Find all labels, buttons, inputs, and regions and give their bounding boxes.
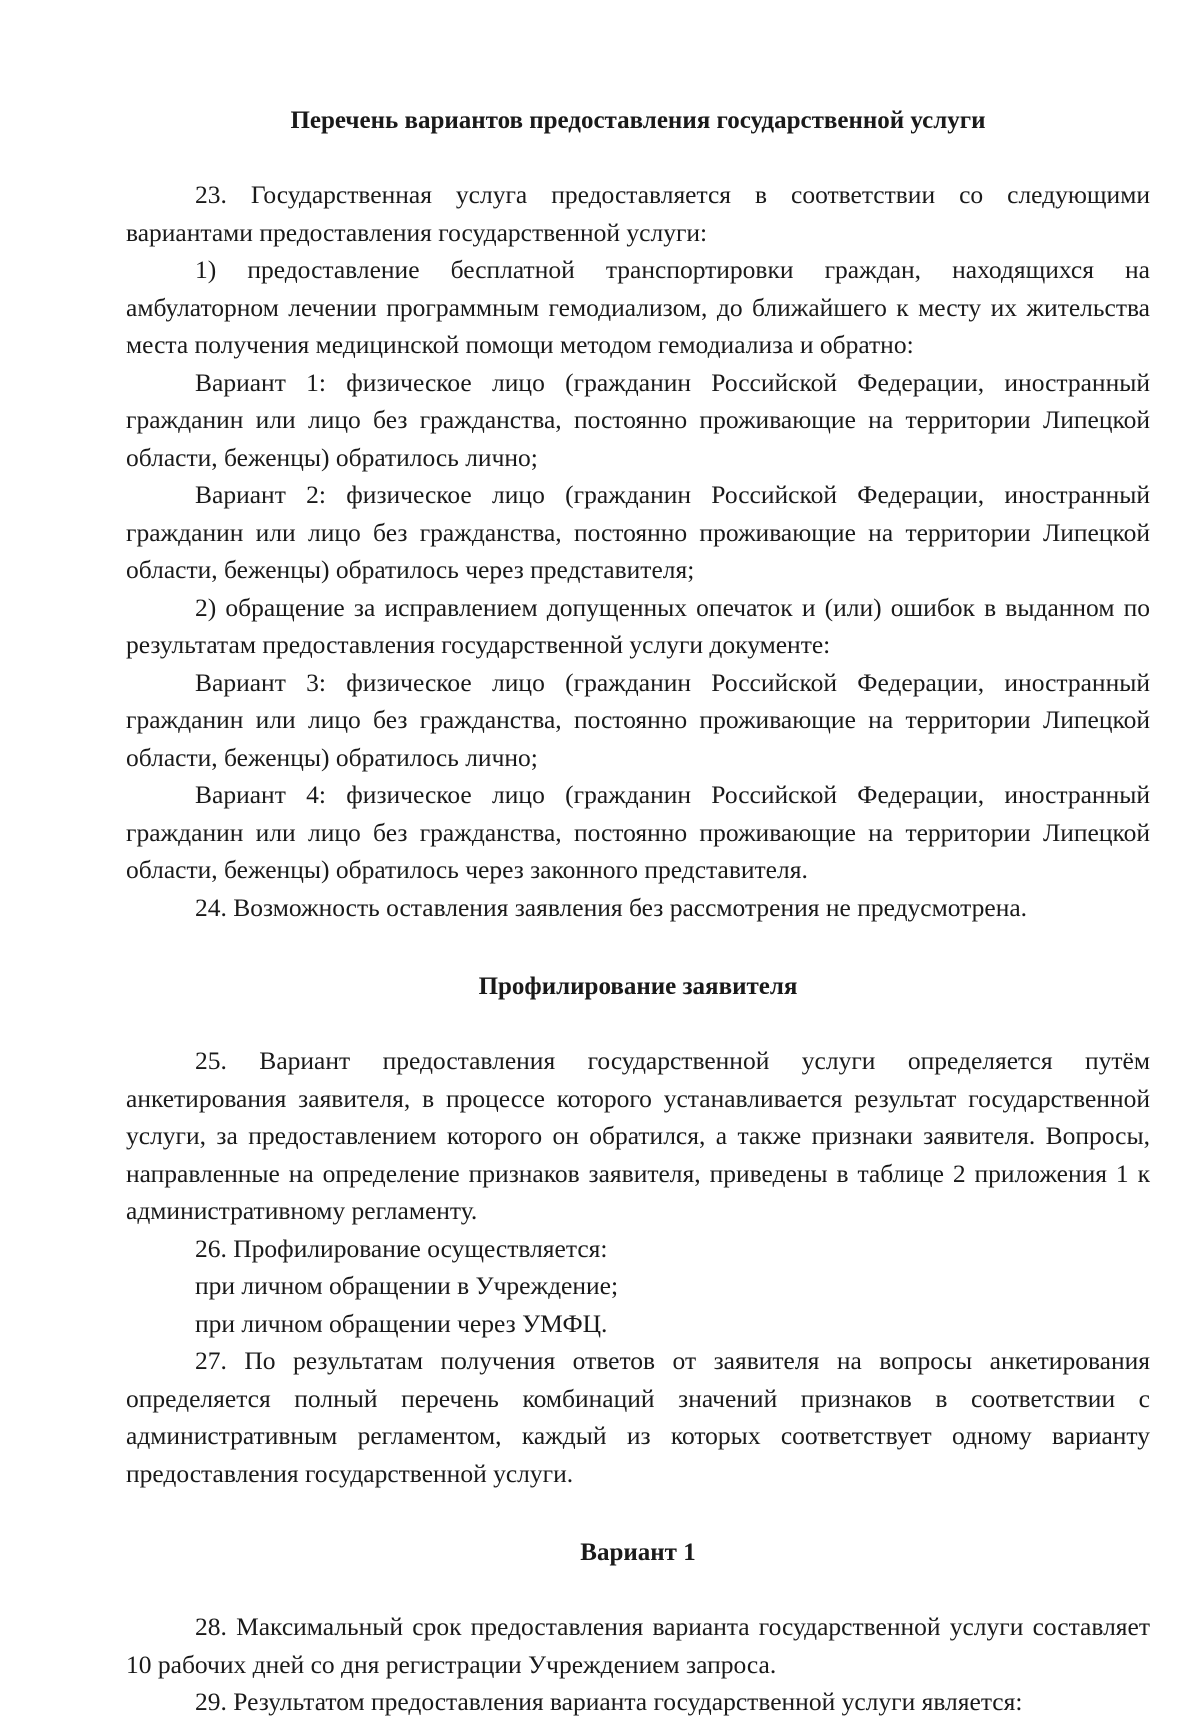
paragraph-26-item-1: при личном обращении в Учреждение; <box>195 1271 619 1300</box>
section-heading-variant-1: Вариант 1 <box>580 1539 696 1566</box>
section-variant-1 <box>126 1608 1150 1721</box>
paragraph-27: 27. По результатам получения ответов от заявителя на вопросы анкетирования определяется полный перечень комбинаций значений признаков в соответствии с административным регламентом, каждый из которых соответствует одному варианту предоставления государственной услуги. <box>126 1346 1150 1488</box>
paragraph-variant-2: Вариант 2: физическое лицо (гражданин Российской Федерации, иностранный гражданин или лицо без гражданства, постоянно проживающие на территории Липецкой области, беженцы) обратилось через представителя; <box>126 480 1150 584</box>
paragraph-28: 28. Максимальный срок предоставления варианта государственной услуги составляет 10 рабочих дней со дня регистрации Учреждением запроса. <box>126 1612 1150 1679</box>
paragraph-variant-3: Вариант 3: физическое лицо (гражданин Российской Федерации, иностранный гражданин или лицо без гражданства, постоянно проживающие на территории Липецкой области, беженцы) обратилось лично; <box>126 667 1150 772</box>
paragraph-26: 26. Профилирование осуществляется: <box>195 1233 608 1263</box>
paragraph-variant-4: Вариант 4: физическое лицо (гражданин Российской Федерации, иностранный гражданин или лицо без гражданства, постоянно проживающие на территории Липецкой области, беженцы) обратилось через законного представителя. <box>126 780 1150 884</box>
paragraph-26-item-2: при личном обращении через УМФЦ. <box>195 1308 608 1338</box>
paragraph-23: 23. Государственная услуга предоставляется в соответствии со следующими вариантами предоставления государственной услуги: <box>126 180 1150 247</box>
paragraph-25: 25. Вариант предоставления государственной услуги определяется путём анкетирования заявителя, в процессе которого устанавливается результат государственной услуги, за предоставлением которого он обратился, а также признаки заявителя. Вопросы, направленные на определение признаков заявителя, приведены в таблице 2 приложения 1 к административному регламенту. <box>126 1046 1150 1225</box>
paragraph-23-item-2: 2) обращение за исправлением допущенных опечаток и (или) ошибок в выданном по результатам предоставления государственной услуги документе: <box>126 592 1150 659</box>
paragraph-24: 24. Возможность оставления заявления без рассмотрения не предусмотрена. <box>195 892 1028 922</box>
section-profiling <box>126 1042 1150 1492</box>
document-body <box>126 96 1150 1721</box>
section-heading-profiling: Профилирование заявителя <box>478 973 798 1000</box>
paragraph-variant-1: Вариант 1: физическое лицо (гражданин Российской Федерации, иностранный гражданин или лицо без гражданства, постоянно проживающие на территории Липецкой области, беженцы) обратилось лично; <box>126 367 1150 472</box>
section-heading-variants: Перечень вариантов предоставления государственной услуги <box>290 107 986 134</box>
section-variants <box>126 176 1150 926</box>
paragraph-29: 29. Результатом предоставления варианта государственной услуги является: <box>195 1687 1023 1716</box>
paragraph-23-item-1: 1) предоставление бесплатной транспортировки граждан, находящихся на амбулаторном лечении программным гемодиализом, до ближайшего к месту их жительства места получения медицинской помощи методом гемодиализа и обратно: <box>126 255 1150 359</box>
